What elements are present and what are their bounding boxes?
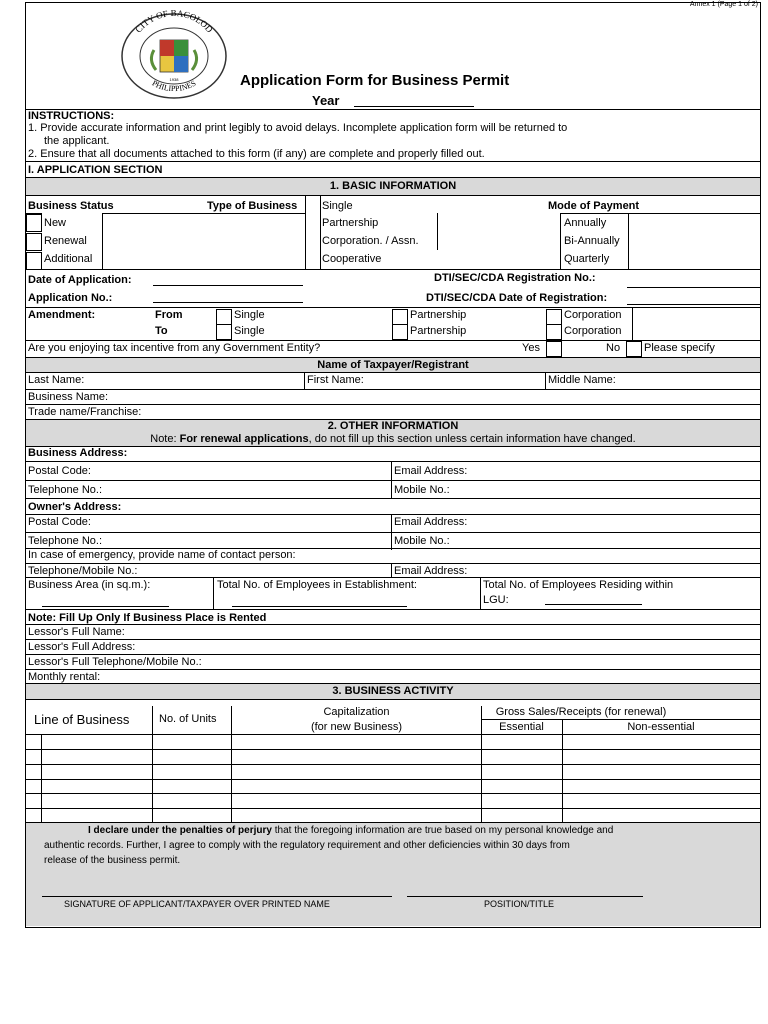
emergency-tel-label: Telephone/Mobile No.: [28,565,138,577]
divider [26,446,760,447]
activity-row [26,793,760,794]
line-of-business-header: Line of Business [34,712,130,727]
from-single-label: Single [234,309,265,321]
application-no-label: Application No.: [28,292,113,304]
type-corporation: Corporation. / Assn. [322,235,419,247]
amendment-label: Amendment: [28,309,96,321]
rented-note: Note: Fill Up Only If Business Place is Rented [28,612,267,624]
position-label: POSITION/TITLE [484,899,555,909]
capitalization-header: Capitalization [323,706,390,718]
tax-no-checkbox[interactable] [626,341,642,357]
mode-of-payment-label: Mode of Payment [548,200,640,212]
lessor-name-label: Lessor's Full Name: [28,626,125,638]
telephone-label: Telephone No.: [28,484,102,496]
dti-reg-no-label: DTI/SEC/CDA Registration No.: [434,272,596,284]
postal-code-label: Postal Code: [28,465,91,477]
dti-reg-no-field[interactable] [627,287,760,288]
divider [26,404,760,405]
divider [26,563,760,564]
lessor-phone-label: Lessor's Full Telephone/Mobile No.: [28,656,202,668]
divider [26,577,760,578]
activity-row [26,734,760,735]
note-rest: , do not fill up this section unless certain information have changed. [308,433,636,445]
pay-biannually: Bi-Annually [564,235,620,247]
divider [560,213,760,214]
pay-annually: Annually [564,217,607,229]
owner-mobile-label: Mobile No.: [394,535,450,547]
activity-row [26,808,760,809]
business-address-label: Business Address: [28,447,128,459]
declaration-line-3: release of the business permit. [44,855,181,866]
divider [560,213,561,269]
divider [26,532,760,533]
divider [26,389,760,390]
business-status-label: Business Status [28,200,114,212]
divider [26,109,760,110]
status-new-label: New [44,217,67,229]
declaration-rest: that the foregoing information are true based on my personal knowledge and [271,825,614,836]
instruction-1b: the applicant. [44,135,110,147]
first-name-label: First Name: [307,374,364,386]
monthly-rental-label: Monthly rental: [28,671,101,683]
svg-text:CITY OF BACOLOD [133,10,215,35]
signature-field[interactable] [42,896,392,897]
to-single-label: Single [234,325,265,337]
pay-quarterly: Quarterly [564,253,610,265]
taxpayer-header: Name of Taxpayer/Registrant [317,359,469,371]
divider [26,654,760,655]
essential-header: Essential [499,721,544,733]
divider [26,195,760,196]
from-single-checkbox[interactable] [216,309,232,325]
employees-lgu-label-a: Total No. of Employees Residing within [483,579,674,591]
city-seal-icon [118,10,230,100]
divider [26,461,760,462]
instruction-1a: 1. Provide accurate information and print legibly to avoid delays. Incomplete application form will be returned to [28,122,568,134]
status-new-checkbox[interactable] [26,214,42,232]
activity-row [26,764,760,765]
other-info-note [26,433,760,445]
tax-specify-label: Please specify [644,342,715,354]
declaration-line-2: authentic records. Further, I agree to comply with the regulatory requirement and other deficiencies within 30 days from [44,840,570,851]
activity-row [26,749,760,750]
divider [545,372,546,389]
amendment-to: To [155,325,168,337]
divider [26,161,760,162]
non-essential-header: Non-essential [627,721,695,733]
lessor-address-label: Lessor's Full Address: [28,641,136,653]
note-prefix: Note: [150,433,180,445]
form-border [25,2,761,928]
application-no-field[interactable] [153,302,303,303]
divider [305,196,306,269]
type-single: Single [322,200,353,212]
activity-row [26,779,760,780]
type-of-business-label: Type of Business [207,200,298,212]
basic-info-header: 1. BASIC INFORMATION [329,180,457,192]
status-renewal-label: Renewal [44,235,87,247]
tax-no-label: No [606,342,621,354]
divider [320,196,321,269]
divider [26,498,760,499]
owner-postal-code-label: Postal Code: [28,516,91,528]
total-employees-field[interactable] [232,606,407,607]
trade-name-label: Trade name/Franchise: [28,406,142,418]
divider [26,340,760,341]
divider [26,609,760,610]
business-name-label: Business Name: [28,391,109,403]
divider [26,639,760,640]
business-area-field[interactable] [42,606,169,607]
seal-bottom-text: PHILIPPINES [150,78,198,94]
to-single-checkbox[interactable] [216,324,232,340]
status-additional-label: Additional [44,253,93,265]
employees-lgu-field[interactable] [545,604,642,605]
to-partnership-checkbox[interactable] [392,324,408,340]
type-cooperative: Cooperative [322,253,382,265]
position-field[interactable] [407,896,643,897]
divider [480,577,481,609]
business-area-label: Business Area (in sq.m.): [28,579,151,591]
amendment-from: From [155,309,183,321]
dti-reg-date-field[interactable] [627,304,760,305]
signature-label: SIGNATURE OF APPLICANT/TAXPAYER OVER PRINTED NAME [64,899,330,909]
tax-incentive-question: Are you enjoying tax incentive from any Government Entity? [28,342,321,354]
annex-label: Annex 1 (Page 1 of 2) [689,1,758,8]
to-corporation-checkbox[interactable] [546,324,562,340]
divider [26,669,760,670]
from-partnership-checkbox[interactable] [392,309,408,325]
divider [102,213,103,269]
seal-top-text: CITY OF BACOLOD [133,10,215,35]
seal-year: 1938 [169,77,179,82]
emergency-label: In case of emergency, provide name of contact person: [28,549,296,561]
owners-address-label: Owner's Address: [28,501,122,513]
type-partnership: Partnership [322,217,379,229]
tax-yes-checkbox[interactable] [546,341,562,357]
divider [26,699,760,700]
last-name-label: Last Name: [28,374,85,386]
mobile-label: Mobile No.: [394,484,450,496]
no-of-units-header: No. of Units [159,713,217,725]
gross-sales-header: Gross Sales/Receipts (for renewal) [495,706,667,718]
status-additional-checkbox[interactable] [26,252,42,270]
divider [26,269,760,270]
from-partnership-label: Partnership [410,309,467,321]
date-of-application-label: Date of Application: [28,274,132,286]
divider [102,213,305,214]
year-label: Year [312,93,340,108]
to-partnership-label: Partnership [410,325,467,337]
divider [628,213,629,269]
divider [26,624,760,625]
to-corporation-label: Corporation [564,325,622,337]
date-of-application-field[interactable] [153,285,303,286]
divider [304,372,305,389]
divider [437,213,438,250]
divider [481,719,760,720]
note-bold: For renewal applications [179,433,309,445]
from-corporation-checkbox[interactable] [546,309,562,325]
emergency-email-label: Email Address: [394,565,468,577]
divider [26,307,760,308]
year-field[interactable] [354,106,474,107]
middle-name-label: Middle Name: [548,374,616,386]
email-label: Email Address: [394,465,468,477]
divider [26,372,760,373]
section-1-title: I. APPLICATION SECTION [28,164,163,176]
instructions-heading: INSTRUCTIONS: [28,110,115,122]
employees-lgu-label-b: LGU: [483,594,509,606]
owner-telephone-label: Telephone No.: [28,535,102,547]
total-employees-label: Total No. of Employees in Establishment: [217,579,417,591]
divider [632,308,633,340]
owner-email-label: Email Address: [394,516,468,528]
divider [26,480,760,481]
instruction-2: 2. Ensure that all documents attached to this form (if any) are complete and properly filled out. [28,148,485,160]
divider [391,563,392,577]
declaration-bg [26,823,760,926]
form-title: Application Form for Business Permit [240,72,510,89]
divider [26,514,760,515]
business-activity-header: 3. BUSINESS ACTIVITY [332,685,454,697]
from-corporation-label: Corporation [564,309,622,321]
other-info-header: 2. OTHER INFORMATION [327,420,459,432]
for-new-business-header: (for new Business) [310,721,403,733]
divider [26,357,760,358]
declaration-bold: I declare under the penalties of perjury [88,825,272,836]
declaration-line-1 [88,825,613,836]
divider [213,577,214,609]
status-renewal-checkbox[interactable] [26,233,42,251]
dti-reg-date-label: DTI/SEC/CDA Date of Registration: [426,292,608,304]
tax-yes-label: Yes [522,342,540,354]
